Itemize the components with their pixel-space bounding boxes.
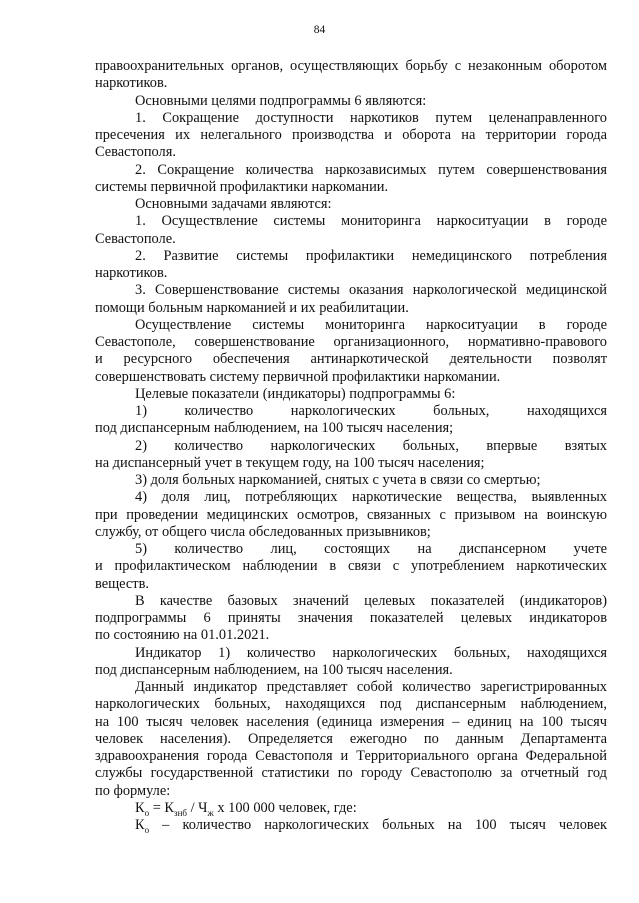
text-line: 5) количество лиц, состоящих на диспансерном учете	[135, 541, 607, 557]
text-line: наркотиков.	[95, 265, 168, 281]
text-line: службы государственной статистики по городу Севастополю за отчетный год	[95, 765, 607, 782]
text-line: Данный индикатор представляет собой количество зарегистрированных	[135, 679, 607, 695]
text-line: 2. Сокращение количества наркозависимых путем совершенствования	[135, 161, 607, 178]
formula-line: $К_о = К_{знб} / Ч_ж$ х 100 000 человек, где:	[135, 799, 357, 818]
paragraph	[95, 282, 607, 317]
text-line: 3) доля больных наркоманией, снятых с учета в связи со смертью;	[135, 472, 541, 488]
paragraph	[95, 679, 607, 800]
definition-line: $К_о$ – количество наркологических больных на 100 тысяч человек	[135, 817, 607, 835]
paragraph	[95, 93, 607, 110]
paragraph	[95, 196, 607, 213]
paragraph	[95, 438, 607, 473]
text-line: наркологических больных, находящихся под диспансерным наблюдением,	[95, 696, 607, 713]
text-line: под диспансерным наблюдением, на 100 тысяч населения;	[95, 420, 454, 437]
text-line: Осуществление системы мониторинга наркоситуации в городе	[135, 316, 607, 333]
paragraph	[95, 403, 607, 438]
text-line: здравоохранения города Севастополя и Территориального органа Федеральной	[95, 748, 607, 764]
text-line: подпрограммы 6 приняты значения показателей целевых индикаторов	[95, 610, 607, 626]
text-line: при проведении медицинских осмотров, связанных с призывом на воинскую	[95, 506, 607, 523]
text-line: человек населения). Определяется ежегодно по данным Департамента	[95, 730, 607, 747]
paragraph	[95, 58, 607, 93]
text-line: Основными задачами являются:	[135, 196, 332, 212]
text-line: 1) количество наркологических больных, находящихся	[135, 403, 607, 419]
text-line: 3. Совершенствование системы оказания наркологической медицинской	[135, 282, 607, 299]
text-line: помощи больным наркоманией и их реабилитации.	[95, 299, 409, 316]
page-number: 84	[313, 24, 326, 36]
text-line: и ресурсного обеспечения антинаркотической деятельности позволят	[95, 351, 607, 368]
paragraph	[95, 593, 607, 645]
text-line: по состоянию на 01.01.2021.	[95, 627, 270, 644]
paragraph	[95, 110, 607, 162]
text-line: под диспансерным наблюдением, на 100 тысяч населения.	[95, 661, 453, 678]
text-line: пресечения их нелегального производства и оборота на территории города	[95, 127, 607, 143]
text-line: наркотиков.	[95, 75, 168, 92]
text-line: системы первичной профилактики наркомании.	[95, 178, 389, 195]
paragraph	[95, 386, 607, 403]
text-line: 2. Развитие системы профилактики немедицинского потребления	[135, 247, 607, 264]
paragraph	[95, 489, 607, 541]
text-line: Севастополе, совершенствование организационного, нормативно-правового	[95, 334, 607, 350]
paragraph	[95, 645, 607, 680]
text-line: 1. Осуществление системы мониторинга наркоситуации в городе	[135, 213, 607, 230]
text-line: Севастополе.	[95, 230, 176, 247]
text-line: В качестве базовых значений целевых показателей (индикаторов)	[135, 592, 607, 609]
text-line: на 100 тысяч человек населения (единица измерения – единиц на 100 тысяч	[95, 713, 607, 730]
text-line: веществ.	[95, 575, 149, 592]
text-line: на диспансерный учет в текущем году, на 100 тысяч населения;	[95, 454, 485, 471]
text-line: 2) количество наркологических больных, впервые взятых	[135, 437, 607, 454]
text-line: Севастополя.	[95, 144, 176, 161]
paragraph	[95, 213, 607, 248]
paragraph	[95, 472, 607, 489]
text-line: 1. Сокращение доступности наркотиков путем целенаправленного	[135, 109, 607, 126]
body-text	[95, 58, 607, 834]
text-line: службу, от общего числа обследованных призывников;	[95, 523, 431, 540]
text-line: Индикатор 1) количество наркологических больных, находящихся	[135, 644, 607, 661]
text-line: и профилактическом наблюдении в связи с употреблением наркотических	[95, 558, 607, 575]
paragraph	[95, 162, 607, 197]
text-line: правоохранительных органов, осуществляющих борьбу с незаконным оборотом	[95, 58, 607, 74]
text-line: Основными целями подпрограммы 6 являются:	[135, 92, 427, 109]
paragraph	[95, 541, 607, 593]
paragraph	[95, 317, 607, 386]
text-line: совершенствовать систему первичной профилактики наркомании.	[95, 368, 501, 385]
paragraph	[95, 248, 607, 283]
text-line: 4) доля лиц, потребляющих наркотические вещества, выявленных	[135, 489, 607, 506]
text-line: Целевые показатели (индикаторы) подпрограммы 6:	[135, 385, 456, 402]
text-line: по формуле:	[95, 782, 171, 799]
